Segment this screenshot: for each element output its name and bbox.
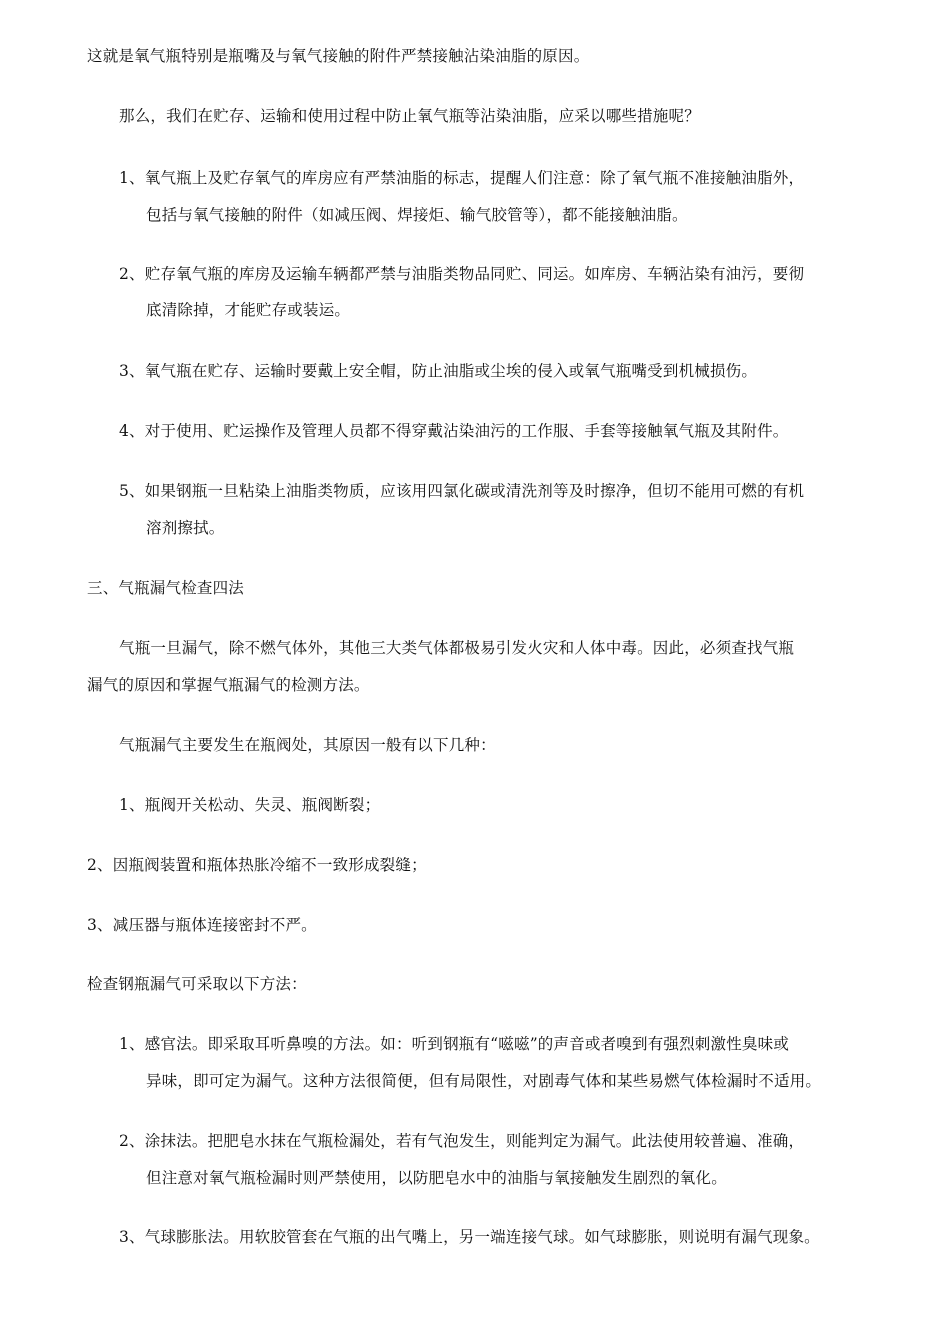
- measure-2-line-1: 2、贮存氧气瓶的库房及运输车辆都严禁与油脂类物品同贮、同运。如库房、车辆沾染有油污，要彻: [119, 265, 805, 283]
- section-intro-line-1: 气瓶一旦漏气，除不燃气体外，其他三大类气体都极易引发火灾和人体中毒。因此，必须查找气瓶: [119, 639, 795, 657]
- question-line: 那么，我们在贮存、运输和使用过程中防止氧气瓶等沾染油脂，应采以哪些措施呢？: [119, 107, 700, 125]
- method-2-line-2: 但注意对氧气瓶检漏时则严禁使用，以防肥皂水中的油脂与氧接触发生剧烈的氧化。: [146, 1169, 727, 1187]
- cause-1: 1、瓶阀开关松动、失灵、瓶阀断裂；: [119, 796, 381, 814]
- measure-5-line-1: 5、如果钢瓶一旦粘染上油脂类物质，应该用四氯化碳或清洗剂等及时擦净，但切不能用可燃的有机: [119, 482, 805, 500]
- section-heading: 三、气瓶漏气检查四法: [87, 579, 245, 597]
- cause-3: 3、减压器与瓶体连接密封不严。: [87, 916, 317, 934]
- measure-3-line-1: 3、氧气瓶在贮存、运输时要戴上安全帽，防止油脂或尘埃的侵入或氧气瓶嘴受到机械损伤。: [119, 362, 758, 380]
- measure-5-line-2: 溶剂擦拭。: [146, 519, 225, 537]
- intro-line: 这就是氧气瓶特别是瓶嘴及与氧气接触的附件严禁接触沾染油脂的原因。: [87, 47, 590, 65]
- section-intro-line-2: 漏气的原因和掌握气瓶漏气的检测方法。: [87, 676, 370, 694]
- methods-intro: 检查钢瓶漏气可采取以下方法：: [87, 975, 307, 993]
- measure-1-line-2: 包括与氧气接触的附件（如减压阀、焊接炬、输气胶管等），都不能接触油脂。: [146, 206, 688, 224]
- method-3-line-1: 3、气球膨胀法。用软胶管套在气瓶的出气嘴上，另一端连接气球。如气球膨胀，则说明有漏气现象。: [119, 1228, 820, 1246]
- method-2-line-1: 2、涂抹法。把肥皂水抹在气瓶检漏处，若有气泡发生，则能判定为漏气。此法使用较普遍、准确，: [119, 1132, 805, 1150]
- causes-intro: 气瓶漏气主要发生在瓶阀处，其原因一般有以下几种：: [119, 736, 496, 754]
- method-1-line-1: 1、感官法。即采取耳听鼻嗅的方法。如：听到钢瓶有“嗞嗞”的声音或者嗅到有强烈刺激性臭味或: [119, 1035, 790, 1053]
- measure-1-line-1: 1、氧气瓶上及贮存氧气的库房应有严禁油脂的标志，提醒人们注意：除了氧气瓶不准接触油脂外，: [119, 169, 805, 187]
- measure-2-line-2: 底清除掉，才能贮存或装运。: [146, 301, 351, 319]
- cause-2: 2、因瓶阀装置和瓶体热胀冷缩不一致形成裂缝；: [87, 856, 427, 874]
- measure-4-line-1: 4、对于使用、贮运操作及管理人员都不得穿戴沾染油污的工作服、手套等接触氧气瓶及其附件。: [119, 422, 789, 440]
- method-1-line-2: 异味，即可定为漏气。这种方法很简便，但有局限性，对剧毒气体和某些易燃气体检漏时不适用。: [146, 1072, 822, 1090]
